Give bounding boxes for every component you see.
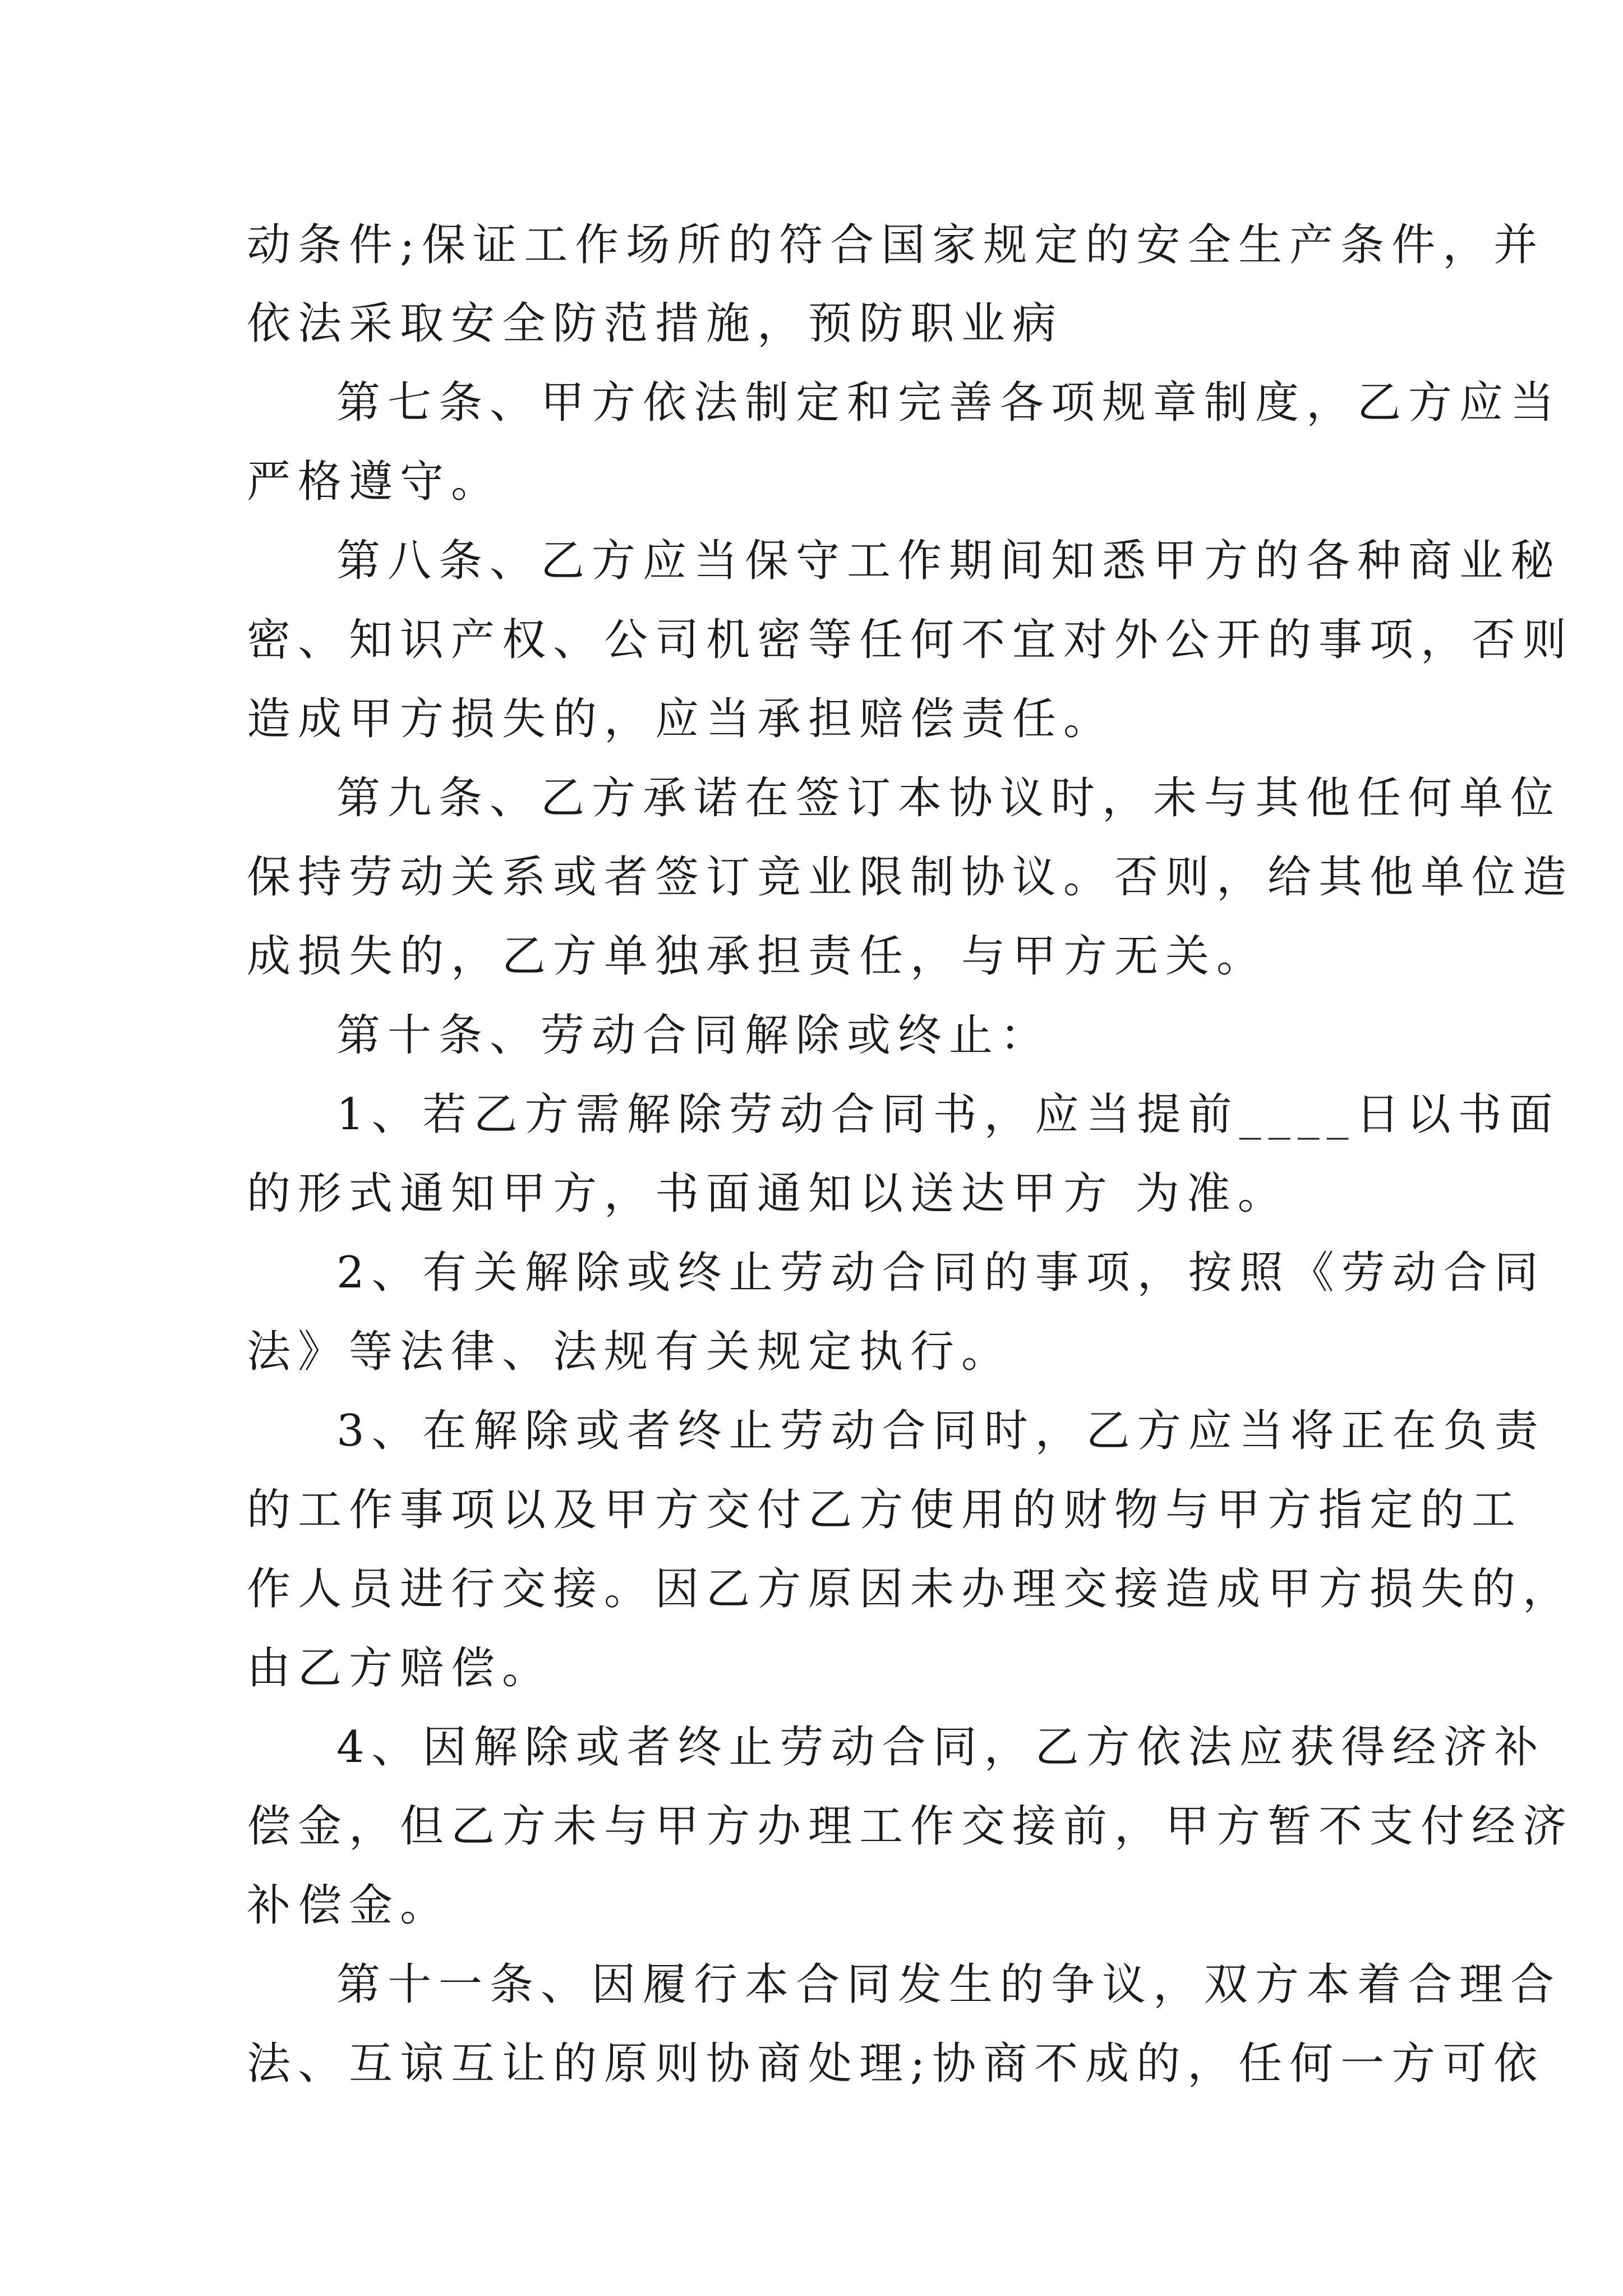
text-line [0, 203, 1623, 287]
text-line-content: 第九条、乙方承诺在签订本协议时，未与其他任何单位 [336, 773, 1562, 823]
text-line-content: 偿金，但乙方未与甲方办理工作交接前，甲方暂不支付经济 [247, 1801, 1574, 1852]
text-line [0, 993, 1623, 1078]
text-line-content: 密、知识产权、公司机密等任何不宜对外公开的事项，否则 [247, 615, 1574, 665]
text-line [0, 1073, 1623, 1157]
text-line [0, 282, 1623, 366]
text-line [0, 1943, 1623, 2027]
text-line-content: 严格遵守。 [247, 457, 502, 507]
text-line-content: 由乙方赔偿。 [247, 1643, 554, 1694]
text-line [0, 1784, 1623, 1869]
text-line-content: 保持劳动关系或者签订竞业限制协议。否则，给其他单位造 [247, 852, 1574, 903]
text-line-content: 1、若乙方需解除劳动合同书，应当提前____日以书面 [336, 1089, 1560, 1140]
text-line [0, 1705, 1623, 1789]
text-line-content: 第十一条、因履行本合同发生的争议，双方本着合理合 [336, 1959, 1562, 2010]
text-line-content: 成损失的，乙方单独承担责任，与甲方无关。 [247, 931, 1268, 982]
text-line-content: 补偿金。 [247, 1880, 451, 1931]
text-line [0, 1389, 1623, 1473]
text-line-content: 动条件;保证工作场所的符合国家规定的安全生产条件，并 [247, 220, 1545, 270]
text-line-content: 第七条、甲方依法制定和完善各项规章制度，乙方应当 [336, 378, 1562, 428]
text-line-content: 作人员进行交接。因乙方原因未办理交接造成甲方损失的， [247, 1564, 1574, 1614]
text-line [0, 1152, 1623, 1236]
text-line-content: 法》等法律、法规有关规定执行。 [247, 1327, 1013, 1377]
text-line [0, 1231, 1623, 1315]
text-line-content: 3、在解除或者终止劳动合同时，乙方应当将正在负责 [336, 1406, 1546, 1456]
text-line-content: 4、因解除或者终止劳动合同，乙方依法应获得经济补 [336, 1722, 1546, 1773]
text-line [0, 1468, 1623, 1552]
text-line-content: 的形式通知甲方，书面通知以送达甲方 为准。 [247, 1168, 1289, 1219]
text-line [0, 756, 1623, 840]
text-line [0, 914, 1623, 999]
text-line-content: 第十条、劳动合同解除或终止： [336, 1010, 1052, 1061]
text-line-content: 法、互谅互让的原则协商处理;协商不成的，任何一方可依 [247, 2039, 1545, 2089]
text-line [0, 1626, 1623, 1710]
text-line [0, 677, 1623, 761]
text-line [0, 1864, 1623, 1948]
text-line-content: 造成甲方损失的，应当承担赔偿责任。 [247, 694, 1115, 744]
text-line [0, 598, 1623, 682]
text-line-content: 依法采取安全防范措施，预防职业病 [247, 298, 1064, 349]
text-line-content: 2、有关解除或终止劳动合同的事项，按照《劳动合同 [336, 1248, 1546, 1298]
text-line [0, 1547, 1623, 1631]
text-line [0, 835, 1623, 919]
text-line [0, 361, 1623, 445]
text-line [0, 519, 1623, 603]
text-line [0, 440, 1623, 524]
text-line [0, 2022, 1623, 2106]
text-line-content: 的工作事项以及甲方交付乙方使用的财物与甲方指定的工 [247, 1485, 1523, 1535]
text-line-content: 第八条、乙方应当保守工作期间知悉甲方的各种商业秘 [336, 536, 1562, 586]
text-line [0, 1310, 1623, 1394]
